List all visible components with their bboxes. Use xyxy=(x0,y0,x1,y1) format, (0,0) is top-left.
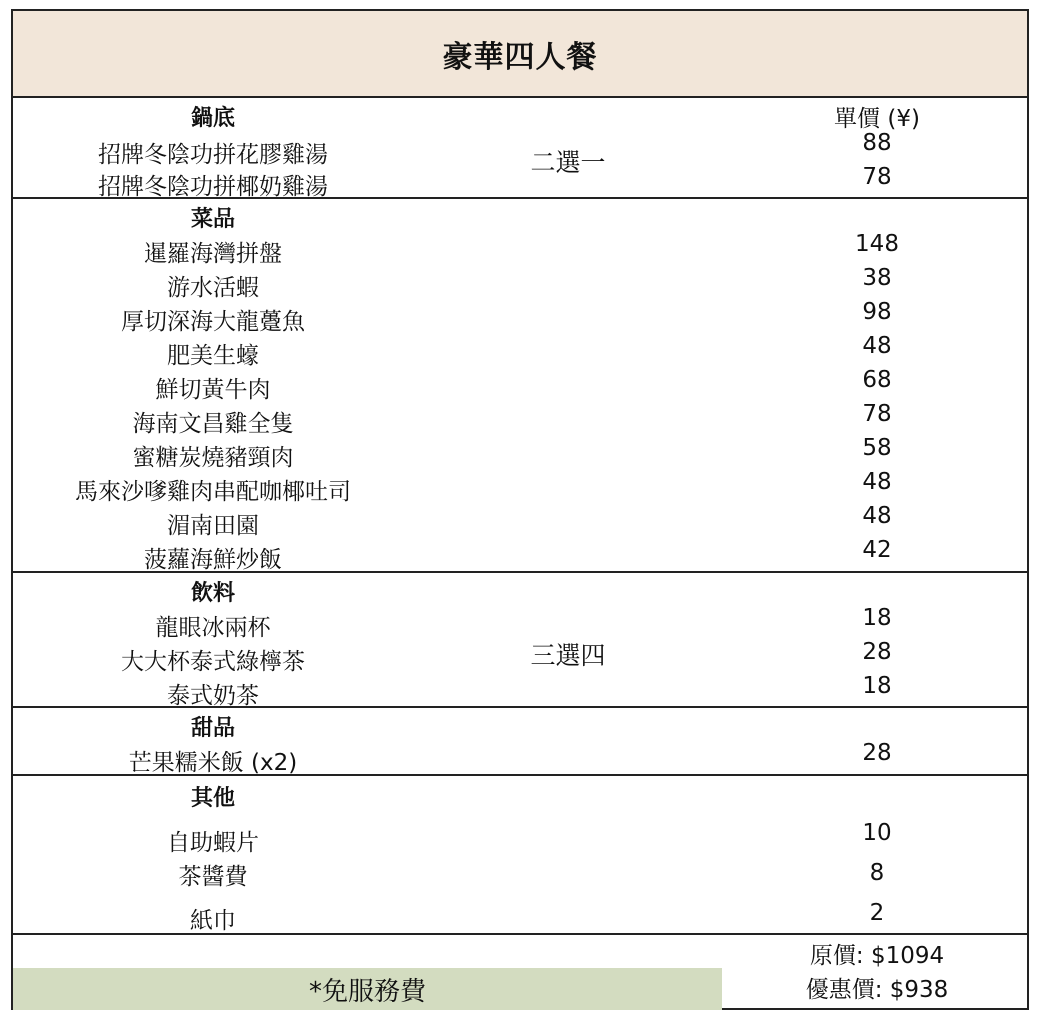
item-name: 鮮切黃牛肉 xyxy=(155,377,271,403)
item-price: 8 xyxy=(869,860,885,886)
item-price: 98 xyxy=(862,299,892,325)
section-heading-drinks: 飲料 xyxy=(190,581,236,606)
item-price: 78 xyxy=(862,401,892,427)
item-name: 龍眼冰兩杯 xyxy=(155,615,271,641)
item-price: 148 xyxy=(855,231,899,257)
choice-rule-soup: 二選一 xyxy=(530,148,606,177)
item-price: 28 xyxy=(862,740,892,766)
section-drinks xyxy=(13,571,1027,708)
item-price: 10 xyxy=(862,820,892,846)
section-dessert xyxy=(13,706,1027,776)
item-name: 泰式奶茶 xyxy=(167,683,259,709)
item-name: 菠蘿海鮮炒飯 xyxy=(144,547,282,573)
item-price: 38 xyxy=(862,265,892,291)
menu-table xyxy=(11,9,1029,1010)
section-others xyxy=(13,774,1027,935)
item-name: 厚切深海大龍躉魚 xyxy=(121,309,305,335)
item-price: 2 xyxy=(869,900,885,926)
section-footer xyxy=(13,933,1027,1010)
section-heading-soup: 鍋底 xyxy=(190,106,236,131)
item-name: 紙巾 xyxy=(190,908,236,934)
item-name: 招牌冬陰功拼花膠雞湯 xyxy=(98,142,328,168)
section-heading-dishes: 菜品 xyxy=(190,207,236,232)
service-fee-note: *免服務費 xyxy=(308,976,426,1007)
menu-title: 豪華四人餐 xyxy=(442,39,598,75)
item-price: 18 xyxy=(862,673,892,699)
item-price: 18 xyxy=(862,605,892,631)
item-name: 馬來沙嗲雞肉串配咖椰吐司 xyxy=(75,479,351,505)
item-name: 茶醬費 xyxy=(178,864,248,890)
item-name: 暹羅海灣拼盤 xyxy=(144,241,282,267)
item-price: 78 xyxy=(862,164,892,190)
item-name: 大大杯泰式綠檸茶 xyxy=(121,649,305,675)
item-name: 蜜糖炭燒豬頸肉 xyxy=(132,445,294,471)
item-name: 湄南田園 xyxy=(167,513,259,539)
price-header: 單價 (¥) xyxy=(834,106,920,132)
item-price: 48 xyxy=(862,469,892,495)
item-name: 招牌冬陰功拼椰奶雞湯 xyxy=(98,174,328,200)
item-price: 88 xyxy=(862,130,892,156)
item-price: 68 xyxy=(862,367,892,393)
discount-price: 優惠價: $938 xyxy=(805,977,949,1003)
original-price: 原價: $1094 xyxy=(809,943,945,969)
service-fee-note-bar xyxy=(13,968,722,1010)
item-name: 游水活蝦 xyxy=(167,275,259,301)
item-price: 28 xyxy=(862,639,892,665)
item-price: 48 xyxy=(862,503,892,529)
title-bar xyxy=(13,11,1027,98)
section-dishes xyxy=(13,197,1027,573)
section-heading-dessert: 甜品 xyxy=(190,716,236,741)
section-soup xyxy=(13,98,1027,199)
item-price: 58 xyxy=(862,435,892,461)
item-price: 48 xyxy=(862,333,892,359)
item-name: 芒果糯米飯 (x2) xyxy=(128,750,298,776)
item-price: 42 xyxy=(862,537,892,563)
section-heading-others: 其他 xyxy=(190,786,236,811)
choice-rule-drinks: 三選四 xyxy=(530,641,606,670)
item-name: 肥美生蠔 xyxy=(167,343,259,369)
item-name: 海南文昌雞全隻 xyxy=(132,411,294,437)
item-name: 自助蝦片 xyxy=(167,830,259,856)
